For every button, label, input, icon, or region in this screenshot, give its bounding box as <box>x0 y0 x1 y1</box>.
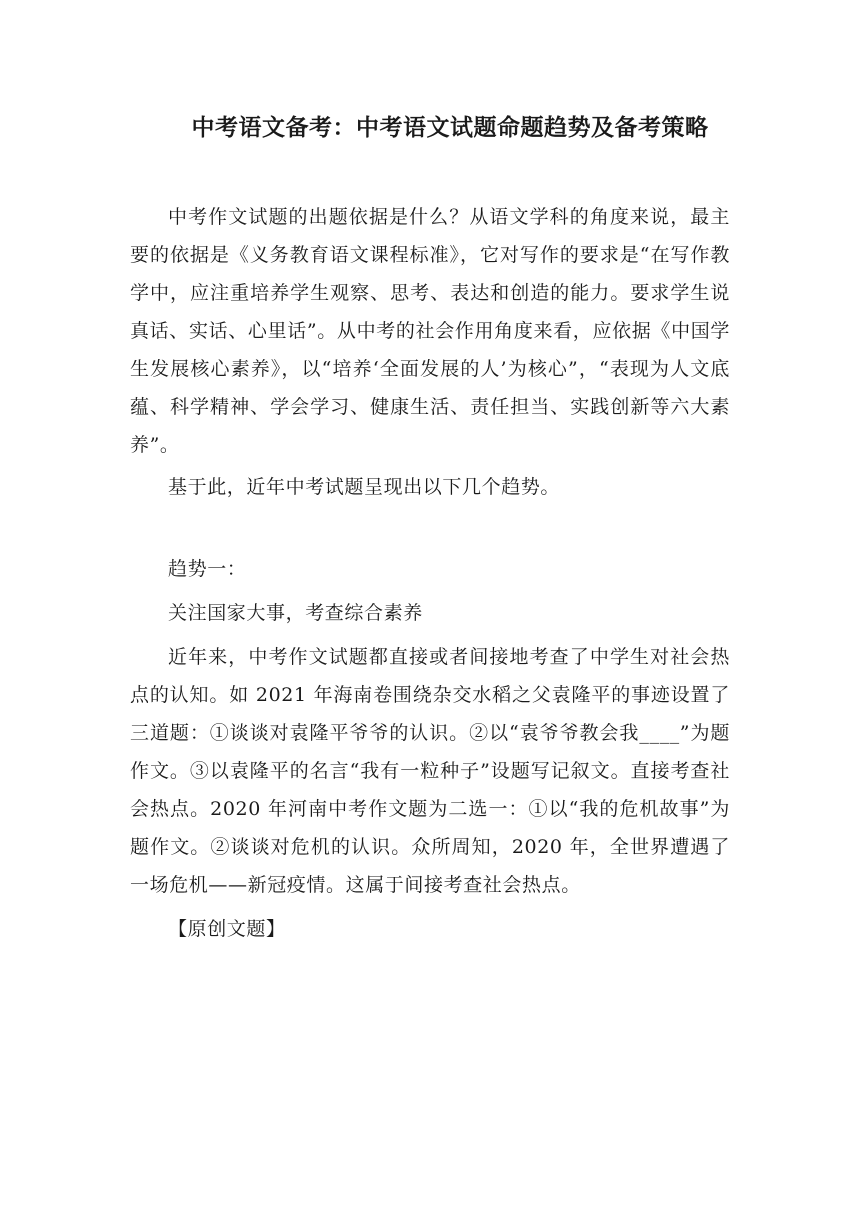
trend-one-label: 趋势一： <box>168 558 247 580</box>
document-body <box>130 198 730 948</box>
original-topic-label: 【原创文题】 <box>168 918 286 940</box>
trend-one-heading: 关注国家大事，考查综合素养 <box>168 602 423 624</box>
paragraph-trends-intro: 基于此，近年中考试题呈现出以下几个趋势。 <box>168 476 561 498</box>
paragraph-trend-one-detail: 近年来，中考作文试题都直接或者间接地考查了中学生对社会热点的认知。如 2021 年海南卷围绕杂交水稻之父袁隆平的事迹设置了三道题：①谈谈对袁隆平爷爷的认识。②以“袁爷爷教会我____”为题作文。③以袁隆平的名言“我有一粒种子”设题写记叙文。直接考查社会热点。2020 年河南中考作文题为二选一：①以“我的危机故事”为题作文。②谈谈对危机的认识。众所周知，2020 年，全世界遭遇了一场危机——新冠疫情。这属于间接考查社会热点。 <box>130 646 730 896</box>
document-title: 中考语文备考：中考语文试题命题趋势及备考策略 <box>191 114 709 141</box>
paragraph-basis: 中考作文试题的出题依据是什么？从语文学科的角度来说，最主要的依据是《义务教育语文课程标准》，它对写作的要求是“在写作教学中，应注重培养学生观察、思考、表达和创造的能力。要求学生说真话、实话、心里话”。从中考的社会作用角度来看，应依据《中国学生发展核心素养》，以“培养‘全面发展的人’为核心”，“表现为人文底蕴、科学精神、学会学习、健康生活、责任担当、实践创新等六大素养”。 <box>130 206 730 456</box>
